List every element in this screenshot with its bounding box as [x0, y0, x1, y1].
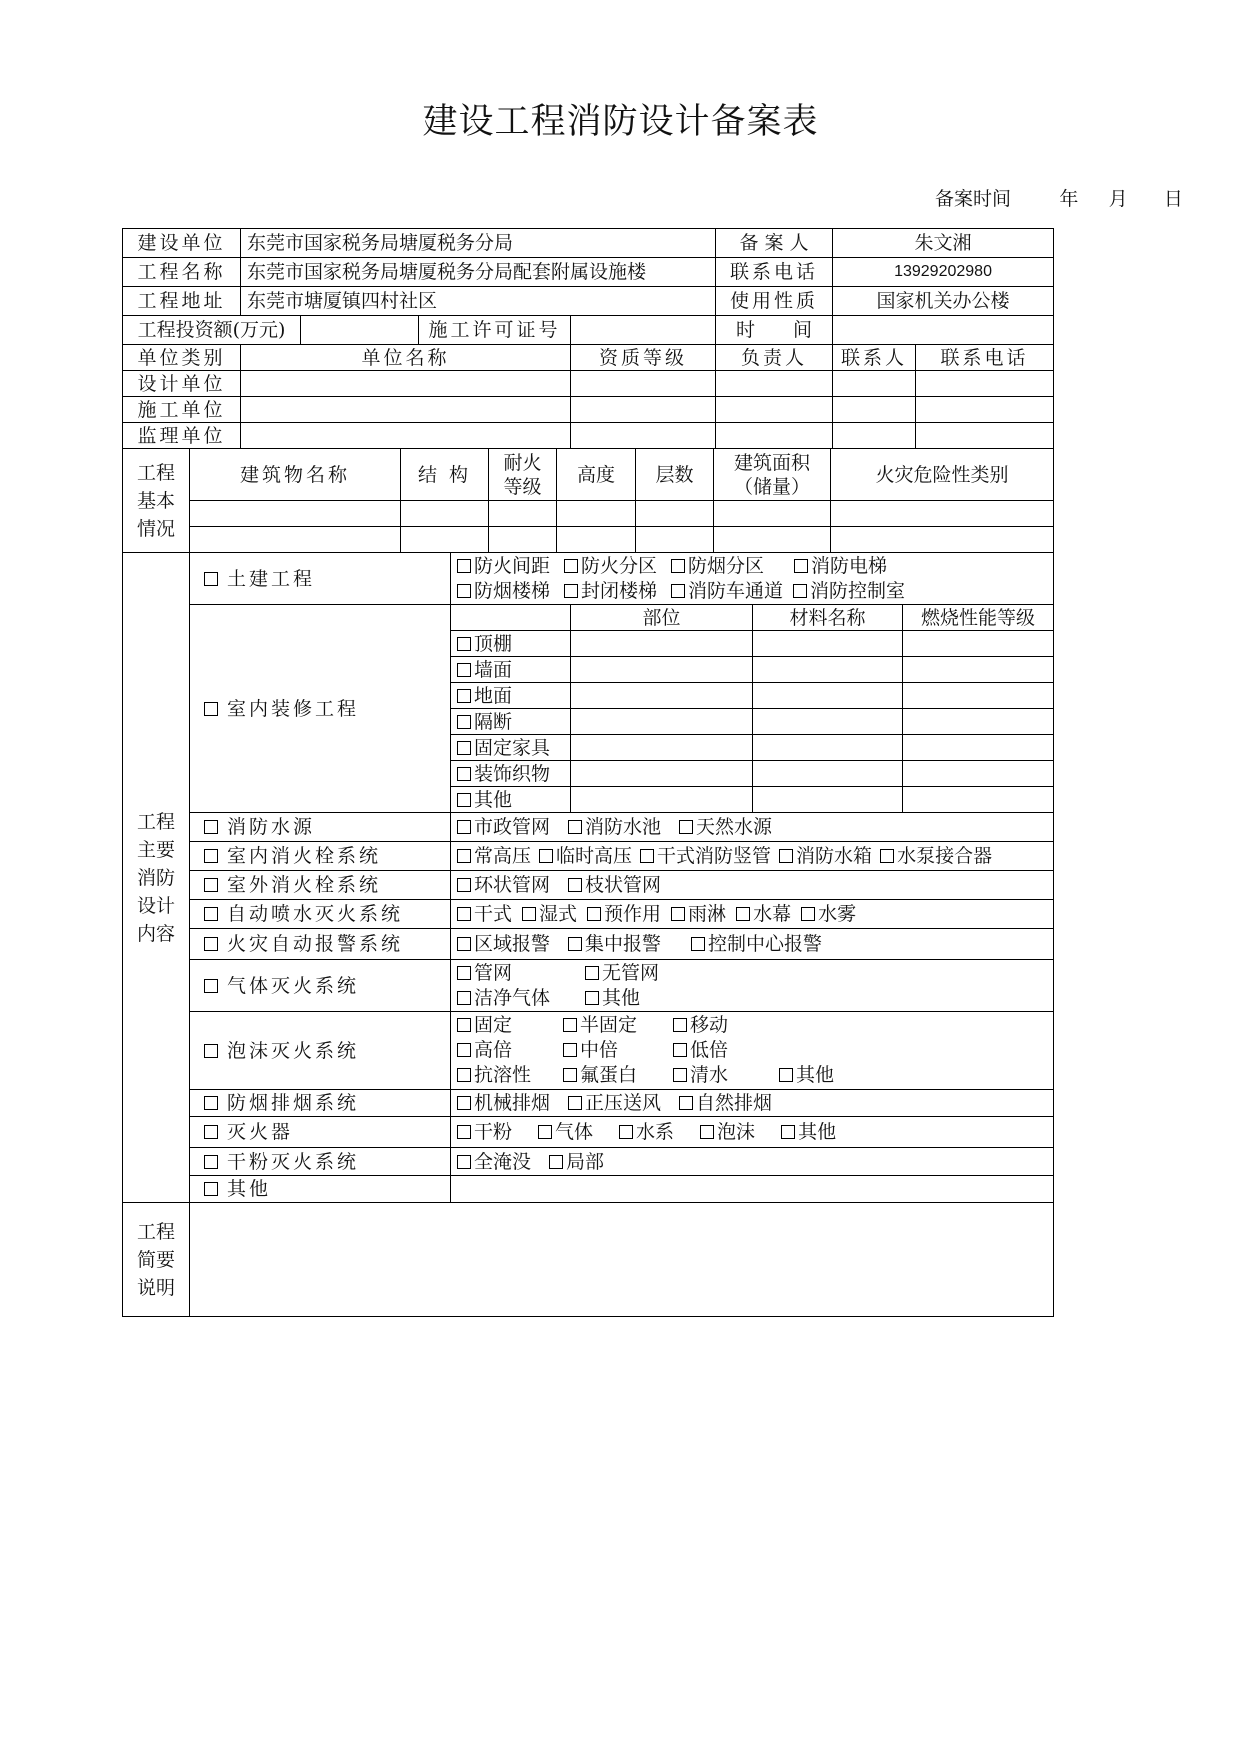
interior-part-label: 隔断: [474, 710, 513, 733]
option-label: 干粉: [474, 1121, 513, 1143]
structure-field-2[interactable]: [401, 527, 489, 553]
system-label: 消防水源: [227, 816, 316, 838]
fire-hazard-header: 火灾危险性类别: [831, 449, 1054, 501]
option-label: 全淹没: [474, 1150, 532, 1173]
option-label: 环状管网: [474, 874, 551, 896]
grade-field[interactable]: [903, 709, 1054, 735]
checkbox[interactable]: [457, 1068, 471, 1082]
table-row: [123, 371, 1054, 397]
filer-label: 备 案 人: [716, 229, 833, 258]
filing-day-label: 日: [1163, 188, 1183, 210]
option-label: 其他: [796, 1064, 835, 1086]
supervision-unit-leader-field[interactable]: [716, 423, 833, 449]
checkbox[interactable]: [801, 907, 815, 921]
checkbox[interactable]: [671, 559, 685, 573]
checkbox[interactable]: [457, 793, 471, 807]
checkbox[interactable]: [457, 849, 471, 863]
checkbox[interactable]: [204, 1044, 218, 1058]
checkbox[interactable]: [640, 849, 654, 863]
floors-field-2[interactable]: [636, 527, 714, 553]
part-field[interactable]: [571, 709, 753, 735]
time-label: 时 间: [716, 316, 833, 345]
interior-part: [451, 631, 571, 657]
supervision-unit-phone-field[interactable]: [916, 423, 1054, 449]
contact-header: 联系人: [833, 345, 916, 371]
grade-field[interactable]: [903, 761, 1054, 787]
civil-work-label: 土建工程: [227, 567, 316, 590]
checkbox[interactable]: [457, 1125, 471, 1139]
area-field-2[interactable]: [714, 527, 831, 553]
building-name-field-2[interactable]: [190, 527, 401, 553]
checkbox[interactable]: [457, 907, 471, 921]
construction-unit-field[interactable]: 东莞市国家税务局塘厦税务分局: [241, 229, 716, 258]
civil-work-checkbox[interactable]: [204, 572, 218, 586]
part-field[interactable]: [571, 683, 753, 709]
grade-field[interactable]: [903, 787, 1054, 813]
checkbox[interactable]: [568, 878, 582, 892]
option-label: 集中报警: [585, 933, 662, 955]
fire-hazard-field-1[interactable]: [831, 501, 1054, 527]
civil-option: 消防控制室: [810, 579, 906, 602]
option-label: 水系: [636, 1121, 675, 1143]
checkbox[interactable]: [204, 979, 218, 993]
option-label: 固定: [474, 1014, 513, 1036]
system-item: [190, 842, 451, 871]
system-label: 气体灭火系统: [227, 974, 360, 997]
checkbox[interactable]: [457, 663, 471, 677]
usage-field[interactable]: 国家机关办公楼: [833, 287, 1054, 316]
construction-unit-label: 建设单位: [123, 229, 241, 258]
interior-part-label: 地面: [474, 684, 513, 707]
system-options: [451, 900, 1054, 929]
grade-field[interactable]: [903, 631, 1054, 657]
material-field[interactable]: [753, 709, 903, 735]
option-label: 正压送风: [585, 1092, 662, 1114]
contact-phone-header: 联系电话: [916, 345, 1054, 371]
option-label: 枝状管网: [585, 874, 662, 896]
part-field[interactable]: [571, 735, 753, 761]
system-item: [190, 1012, 451, 1090]
interior-part: [451, 709, 571, 735]
area-header: 建筑面积（储量）: [714, 449, 831, 501]
interior-work-checkbox[interactable]: [204, 702, 218, 716]
design-unit-leader-field[interactable]: [716, 371, 833, 397]
design-side-label: 工程主要消防设计内容: [123, 553, 190, 1203]
checkbox[interactable]: [673, 1018, 687, 1032]
checkbox[interactable]: [673, 1068, 687, 1082]
checkbox[interactable]: [457, 689, 471, 703]
phone-field[interactable]: 13929202980: [833, 258, 1054, 287]
unit-type-header: 单位类别: [123, 345, 241, 371]
checkbox[interactable]: [564, 584, 578, 598]
option-label: 雨淋: [688, 903, 727, 925]
material-header: 材料名称: [753, 605, 903, 631]
system-options: [451, 1148, 1054, 1176]
option-label: 消防水箱: [796, 845, 873, 867]
option-label: 控制中心报警: [708, 933, 823, 955]
option-label: 半固定: [580, 1014, 638, 1036]
checkbox[interactable]: [568, 937, 582, 951]
checkbox[interactable]: [204, 820, 218, 834]
interior-part-label: 其他: [474, 788, 513, 811]
material-field[interactable]: [753, 735, 903, 761]
checkbox[interactable]: [457, 966, 471, 980]
design-unit-contact-field[interactable]: [833, 371, 916, 397]
checkbox[interactable]: [457, 637, 471, 651]
material-field[interactable]: [753, 657, 903, 683]
supervision-unit-label: 监理单位: [123, 423, 241, 449]
checkbox[interactable]: [779, 1068, 793, 1082]
civil-option: 防烟楼梯: [474, 579, 551, 602]
supervision-unit-name-field[interactable]: [241, 423, 571, 449]
system-item: [190, 960, 451, 1012]
option-label: 干式: [474, 903, 513, 925]
checkbox[interactable]: [204, 849, 218, 863]
system-item: [190, 1148, 451, 1176]
qualification-header: 资质等级: [571, 345, 716, 371]
part-field[interactable]: [571, 631, 753, 657]
interior-part: [451, 683, 571, 709]
option-label: 无管网: [602, 961, 660, 984]
checkbox[interactable]: [563, 1068, 577, 1082]
checkbox[interactable]: [568, 1096, 582, 1110]
system-label: 其他: [227, 1178, 272, 1200]
interior-part: [451, 657, 571, 683]
system-options: [451, 1090, 1054, 1117]
interior-part: [451, 787, 571, 813]
option-label: 泡沫: [717, 1121, 756, 1143]
filer-field[interactable]: 朱文湘: [833, 229, 1054, 258]
checkbox[interactable]: [457, 937, 471, 951]
floors-header: 层数: [636, 449, 714, 501]
checkbox[interactable]: [204, 1096, 218, 1110]
time-field[interactable]: [833, 316, 1054, 345]
checkbox[interactable]: [563, 1043, 577, 1057]
usage-label: 使用性质: [716, 287, 833, 316]
design-unit-phone-field[interactable]: [916, 371, 1054, 397]
system-options[interactable]: [451, 1176, 1054, 1203]
form-title: 建设工程消防设计备案表: [422, 102, 819, 142]
option-label: 管网: [474, 961, 513, 984]
fire-rating-field-2[interactable]: [489, 527, 557, 553]
design-unit-name-field[interactable]: [241, 371, 571, 397]
height-header: 高度: [557, 449, 636, 501]
interior-part-label: 固定家具: [474, 736, 551, 759]
project-info-table: [122, 228, 1054, 449]
building-name-header: 建筑物名称: [190, 449, 401, 501]
option-label: 湿式: [539, 903, 578, 925]
checkbox[interactable]: [671, 907, 685, 921]
option-label: 市政管网: [474, 816, 551, 838]
civil-option: 消防电梯: [811, 554, 888, 577]
structure-field-1[interactable]: [401, 501, 489, 527]
checkbox[interactable]: [587, 907, 601, 921]
checkbox[interactable]: [549, 1155, 563, 1169]
system-options: [451, 871, 1054, 900]
option-label: 水泵接合器: [897, 845, 993, 867]
part-header: 部位: [571, 605, 753, 631]
checkbox[interactable]: [457, 741, 471, 755]
table-row: [123, 501, 1054, 527]
part-field[interactable]: [571, 761, 753, 787]
design-unit-qualification-field[interactable]: [571, 371, 716, 397]
civil-option: 封闭楼梯: [581, 579, 658, 602]
permit-label: 施工许可证号: [419, 316, 571, 345]
checkbox[interactable]: [522, 907, 536, 921]
option-label: 机械排烟: [474, 1092, 551, 1114]
checkbox[interactable]: [457, 559, 471, 573]
table-row: [123, 423, 1054, 449]
checkbox[interactable]: [204, 1155, 218, 1169]
filing-month-label: 月: [1108, 188, 1128, 210]
construction-company-phone-field[interactable]: [916, 397, 1054, 423]
fire-hazard-field-2[interactable]: [831, 527, 1054, 553]
unit-name-header: 单位名称: [241, 345, 571, 371]
checkbox[interactable]: [564, 559, 578, 573]
checkbox[interactable]: [539, 849, 553, 863]
option-label: 中倍: [580, 1039, 619, 1061]
system-label: 自动喷水灭火系统: [227, 903, 404, 925]
supervision-unit-contact-field[interactable]: [833, 423, 916, 449]
part-field[interactable]: [571, 787, 753, 813]
system-label: 干粉灭火系统: [227, 1150, 360, 1173]
permit-field[interactable]: [571, 316, 716, 345]
option-label: 气体: [555, 1121, 594, 1143]
checkbox[interactable]: [457, 1096, 471, 1110]
system-item: [190, 813, 451, 842]
system-item: [190, 1090, 451, 1117]
system-options: [451, 813, 1054, 842]
project-name-field[interactable]: 东莞市国家税务局塘厦税务分局配套附属设施楼: [241, 258, 716, 287]
interior-part-label: 装饰织物: [474, 762, 551, 785]
investment-field[interactable]: [301, 316, 419, 345]
part-field[interactable]: [571, 657, 753, 683]
fire-rating-header: 耐火等级: [489, 449, 557, 501]
fire-rating-field-1[interactable]: [489, 501, 557, 527]
checkbox[interactable]: [204, 937, 218, 951]
option-label: 局部: [566, 1150, 605, 1173]
system-label: 室外消火栓系统: [227, 874, 382, 896]
interior-part: [451, 735, 571, 761]
design-content-table: [122, 552, 1054, 1317]
structure-header: 结 构: [401, 449, 489, 501]
checkbox[interactable]: [679, 820, 693, 834]
system-label: 室内消火栓系统: [227, 845, 382, 867]
system-options: [451, 1012, 1054, 1090]
material-field[interactable]: [753, 787, 903, 813]
summary-side-label: 工程简要说明: [123, 1203, 190, 1317]
table-row: [123, 527, 1054, 553]
checkbox[interactable]: [563, 1018, 577, 1032]
project-name-label: 工程名称: [123, 258, 241, 287]
material-field[interactable]: [753, 683, 903, 709]
system-label: 泡沫灭火系统: [227, 1039, 360, 1062]
checkbox[interactable]: [204, 907, 218, 921]
address-field[interactable]: 东莞市塘厦镇四村社区: [241, 287, 716, 316]
investment-label: 工程投资额(万元): [123, 316, 301, 345]
checkbox[interactable]: [457, 991, 471, 1005]
checkbox[interactable]: [457, 878, 471, 892]
system-label: 防烟排烟系统: [227, 1092, 360, 1114]
combustion-grade-header: 燃烧性能等级: [903, 605, 1054, 631]
checkbox[interactable]: [457, 1155, 471, 1169]
checkbox[interactable]: [538, 1125, 552, 1139]
system-item: [190, 871, 451, 900]
phone-label: 联系电话: [716, 258, 833, 287]
option-label: 其他: [602, 986, 641, 1009]
option-label: 水幕: [753, 903, 792, 925]
checkbox[interactable]: [457, 1043, 471, 1057]
system-item: [190, 1176, 451, 1203]
checkbox[interactable]: [457, 820, 471, 834]
option-label: 区域报警: [474, 933, 551, 955]
construction-company-label: 施工单位: [123, 397, 241, 423]
material-field[interactable]: [753, 761, 903, 787]
checkbox[interactable]: [585, 966, 599, 980]
option-label: 预作用: [604, 903, 662, 925]
design-unit-label: 设计单位: [123, 371, 241, 397]
option-label: 常高压: [474, 845, 532, 867]
civil-option: 防火分区: [581, 554, 658, 577]
interior-part: [451, 761, 571, 787]
checkbox[interactable]: [700, 1125, 714, 1139]
option-label: 临时高压: [556, 845, 633, 867]
interior-part-label: 墙面: [474, 658, 513, 681]
option-label: 氟蛋白: [580, 1064, 638, 1086]
checkbox[interactable]: [204, 1125, 218, 1139]
checkbox[interactable]: [457, 584, 471, 598]
checkbox[interactable]: [736, 907, 750, 921]
checkbox[interactable]: [457, 767, 471, 781]
option-label: 抗溶性: [474, 1064, 532, 1086]
basic-side-label: 工程基本情况: [123, 449, 190, 553]
civil-option: 防火间距: [474, 554, 551, 577]
floors-field-1[interactable]: [636, 501, 714, 527]
address-label: 工程地址: [123, 287, 241, 316]
option-label: 其他: [798, 1121, 837, 1143]
leader-header: 负责人: [716, 345, 833, 371]
interior-work-item: [190, 605, 451, 813]
checkbox[interactable]: [691, 937, 705, 951]
table-row: [123, 397, 1054, 423]
filing-year-label: 年: [1059, 188, 1079, 210]
civil-work-item: [190, 553, 451, 605]
summary-field[interactable]: [190, 1203, 1054, 1317]
construction-company-qualification-field[interactable]: [571, 397, 716, 423]
grade-field[interactable]: [903, 657, 1054, 683]
filing-date-label: 备案时间: [935, 188, 1012, 210]
option-label: 干式消防竖管: [657, 845, 772, 867]
option-label: 天然水源: [696, 816, 773, 838]
construction-company-leader-field[interactable]: [716, 397, 833, 423]
height-field-1[interactable]: [557, 501, 636, 527]
system-item: [190, 929, 451, 960]
system-label: 火灾自动报警系统: [227, 933, 404, 955]
system-options: [451, 960, 1054, 1012]
checkbox[interactable]: [204, 1182, 218, 1196]
system-options: [451, 1117, 1054, 1148]
building-name-field-1[interactable]: [190, 501, 401, 527]
option-label: 清水: [690, 1064, 729, 1086]
checkbox[interactable]: [673, 1043, 687, 1057]
checkbox[interactable]: [794, 559, 808, 573]
option-label: 消防水池: [585, 816, 662, 838]
checkbox[interactable]: [779, 849, 793, 863]
option-label: 洁净气体: [474, 986, 551, 1009]
checkbox[interactable]: [457, 715, 471, 729]
system-options: [451, 842, 1054, 871]
basic-info-table: [122, 448, 1054, 553]
option-label: 移动: [690, 1014, 729, 1036]
system-options: [451, 929, 1054, 960]
option-label: 自然排烟: [696, 1092, 773, 1114]
checkbox[interactable]: [679, 1096, 693, 1110]
area-field-1[interactable]: [714, 501, 831, 527]
option-label: 低倍: [690, 1039, 729, 1061]
filing-date: [935, 184, 1183, 211]
interior-part-label: 顶棚: [474, 632, 513, 655]
system-label: 灭火器: [227, 1121, 294, 1143]
checkbox[interactable]: [457, 1018, 471, 1032]
option-label: 高倍: [474, 1039, 513, 1061]
civil-option: 防烟分区: [688, 554, 765, 577]
supervision-unit-qualification-field[interactable]: [571, 423, 716, 449]
civil-option: 消防车通道: [688, 579, 784, 602]
checkbox[interactable]: [793, 584, 807, 598]
material-field[interactable]: [753, 631, 903, 657]
checkbox[interactable]: [619, 1125, 633, 1139]
interior-work-label: 室内装修工程: [227, 697, 360, 720]
construction-company-name-field[interactable]: [241, 397, 571, 423]
checkbox[interactable]: [781, 1125, 795, 1139]
checkbox[interactable]: [880, 849, 894, 863]
checkbox[interactable]: [585, 991, 599, 1005]
grade-field[interactable]: [903, 683, 1054, 709]
system-item: [190, 900, 451, 929]
checkbox[interactable]: [568, 820, 582, 834]
grade-field[interactable]: [903, 735, 1054, 761]
checkbox[interactable]: [204, 878, 218, 892]
option-label: 水雾: [818, 903, 857, 925]
height-field-2[interactable]: [557, 527, 636, 553]
construction-company-contact-field[interactable]: [833, 397, 916, 423]
checkbox[interactable]: [671, 584, 685, 598]
civil-options: [451, 553, 1054, 605]
system-item: [190, 1117, 451, 1148]
